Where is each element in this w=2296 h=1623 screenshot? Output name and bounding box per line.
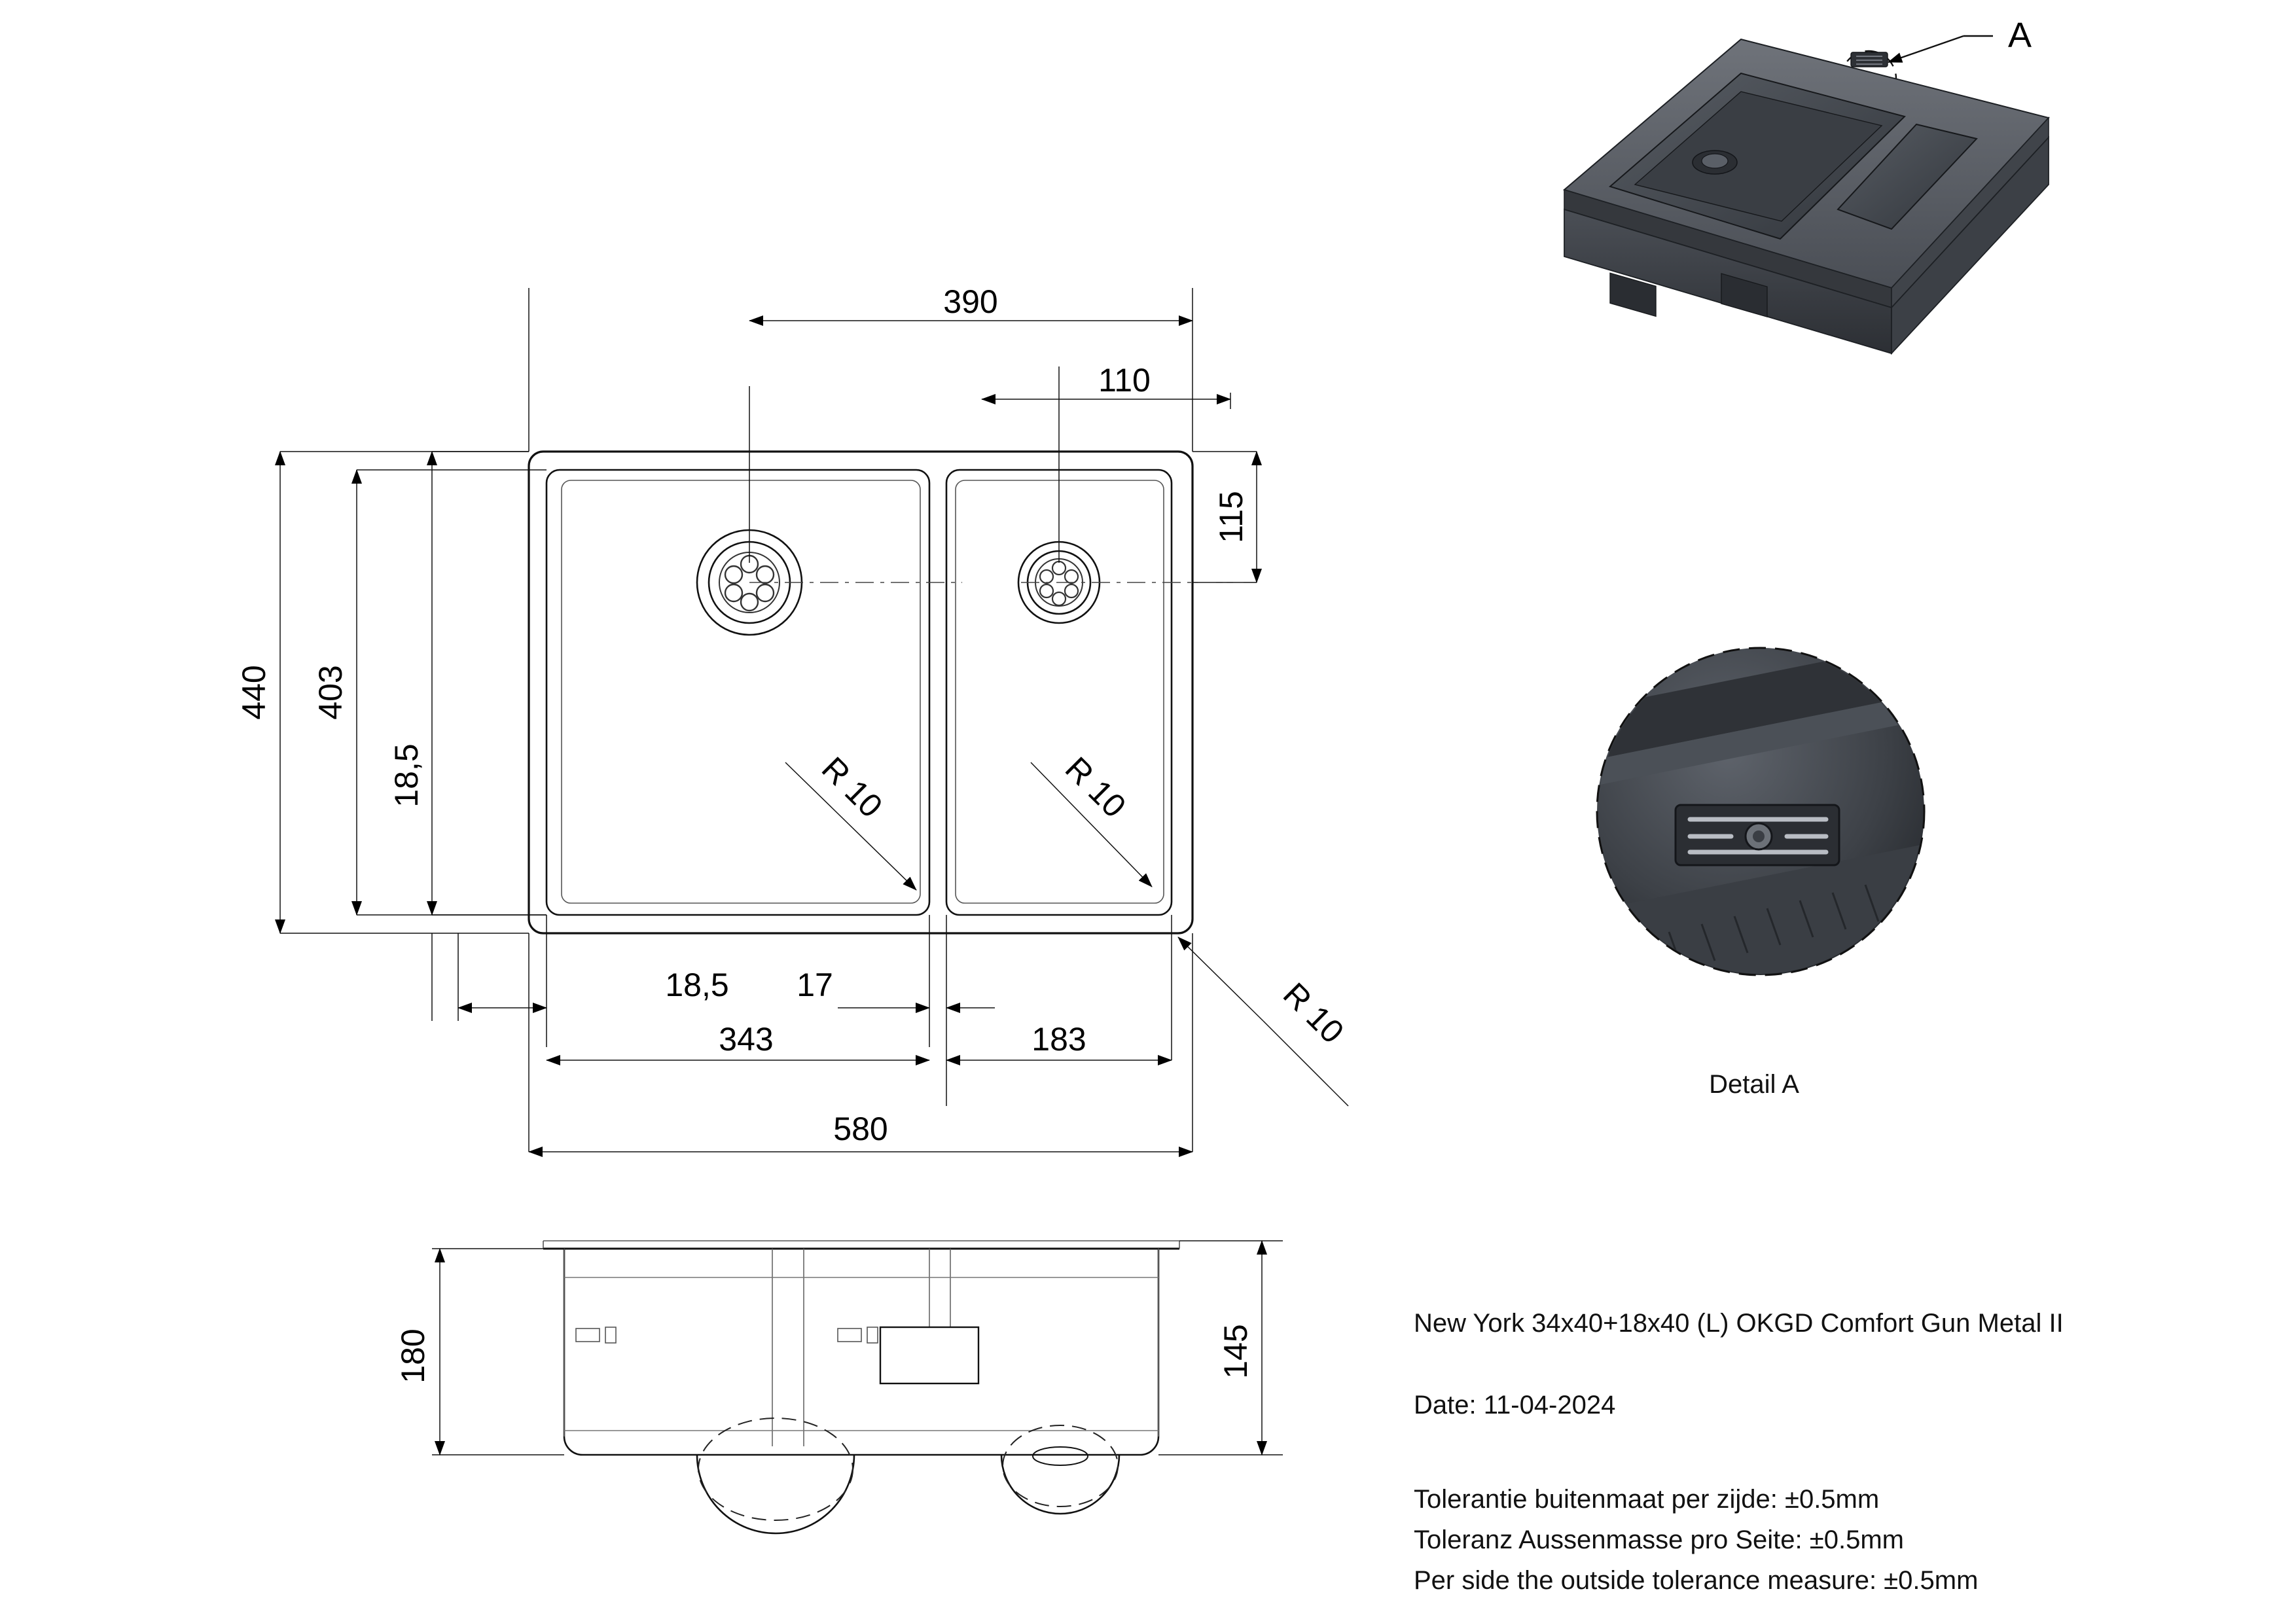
tolerance-block bbox=[1414, 1479, 1978, 1601]
dim-185-left: 18,5 bbox=[388, 743, 425, 808]
top-view-outline bbox=[529, 452, 1193, 933]
dim-343: 343 bbox=[719, 1021, 774, 1058]
dim-440: 440 bbox=[236, 665, 272, 720]
dim-403: 403 bbox=[312, 665, 349, 720]
drawing-date: Date: 11-04-2024 bbox=[1414, 1391, 1616, 1419]
dim-radius-outer: R 10 bbox=[1276, 975, 1352, 1051]
dim-145: 145 bbox=[1217, 1324, 1254, 1379]
dim-390: 390 bbox=[943, 283, 998, 320]
dim-radius-second: R 10 bbox=[1058, 749, 1134, 825]
dim-185-bottom: 18,5 bbox=[665, 967, 729, 1003]
dim-180: 180 bbox=[395, 1329, 431, 1383]
dim-110: 110 bbox=[1098, 362, 1151, 399]
dim-radius-main: R 10 bbox=[814, 749, 890, 825]
tolerance-line-de: Toleranz Aussenmasse pro Seite: ±0.5mm bbox=[1414, 1525, 1904, 1554]
tolerance-line-nl: Tolerantie buitenmaat per zijde: ±0.5mm bbox=[1414, 1485, 1880, 1514]
front-section-view bbox=[395, 1241, 1283, 1533]
dim-183: 183 bbox=[1031, 1021, 1086, 1058]
dim-115: 115 bbox=[1213, 491, 1249, 543]
detail-callout-label: A bbox=[2008, 16, 2032, 55]
detail-a-render bbox=[1590, 641, 1931, 982]
dimension-labels bbox=[236, 283, 1351, 1147]
isometric-sink-render bbox=[1525, 13, 2062, 380]
tolerance-line-en: Per side the outside tolerance measure: ±0.5mm bbox=[1414, 1566, 1979, 1595]
dimension-lines bbox=[280, 288, 1348, 1152]
dim-17: 17 bbox=[797, 967, 833, 1003]
detail-a-caption: Detail A bbox=[1709, 1070, 1799, 1099]
dim-580: 580 bbox=[833, 1111, 888, 1147]
product-title: New York 34x40+18x40 (L) OKGD Comfort Gun Metal II bbox=[1414, 1309, 2064, 1338]
